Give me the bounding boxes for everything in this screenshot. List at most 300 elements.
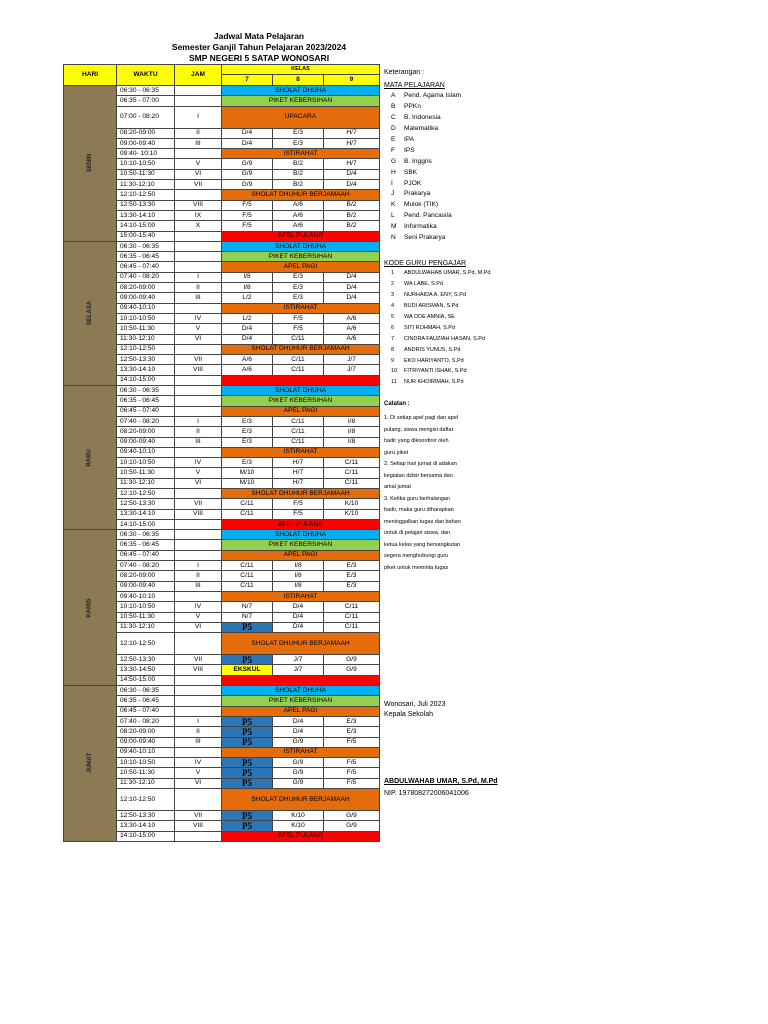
list-item-label: NURHAIDA A. ENY, S.Pd bbox=[404, 291, 466, 298]
jam-cell bbox=[175, 675, 222, 685]
subject-cell: D/4 bbox=[222, 138, 273, 148]
note-line: ketua kelas yang bersangkutan bbox=[384, 541, 461, 548]
time-cell: 11:30-12:10 bbox=[117, 478, 175, 488]
subject-cell: C/11 bbox=[222, 581, 273, 591]
subject-cell: E/3 bbox=[222, 427, 273, 437]
jam-cell: VI bbox=[175, 622, 222, 632]
time-cell: 06:35 - 06:45 bbox=[117, 696, 175, 706]
day-name: KAMIS bbox=[87, 597, 93, 618]
note-line: 1. Di setiap apel pagi dan apel bbox=[384, 415, 458, 421]
subject-cell: A/6 bbox=[222, 365, 273, 375]
list-item bbox=[384, 179, 461, 190]
list-item-label: SBK bbox=[404, 168, 418, 176]
subject-cell: H/7 bbox=[324, 159, 380, 169]
subject-cell: H/7 bbox=[273, 468, 324, 478]
list-item-label: NUR KHOIRIMAH, S.Pd bbox=[404, 379, 464, 386]
jam-cell: VII bbox=[175, 499, 222, 509]
jam-cell bbox=[175, 747, 222, 757]
subject-cell: A/6 bbox=[222, 355, 273, 365]
subject-cell: B/2 bbox=[324, 200, 380, 210]
subject-cell: E/3 bbox=[273, 128, 324, 138]
time-cell: 13:30-14:10 bbox=[117, 365, 175, 375]
signature-nip: NIP. 197808272006041006 bbox=[384, 790, 469, 797]
list-item bbox=[384, 356, 491, 367]
header-kelas: KELAS bbox=[222, 65, 380, 75]
activity-cell: SHOLAT DHUHA bbox=[222, 686, 380, 696]
jam-cell: III bbox=[175, 737, 222, 747]
time-cell: 10:50-11:30 bbox=[117, 612, 175, 622]
time-cell: 06:30 - 06:35 bbox=[117, 530, 175, 540]
jam-cell bbox=[175, 488, 222, 498]
list-item bbox=[384, 200, 461, 211]
subject-cell: E/3 bbox=[324, 561, 380, 571]
jam-cell: VIII bbox=[175, 200, 222, 210]
jam-cell: VIII bbox=[175, 509, 222, 519]
jam-cell: VII bbox=[175, 180, 222, 190]
jam-cell: III bbox=[175, 138, 222, 148]
jam-cell bbox=[175, 241, 222, 251]
note-line: piket untuk meminta tugas bbox=[384, 564, 449, 571]
subject-cell: D/4 bbox=[324, 180, 380, 190]
time-cell: 11:30-12:10 bbox=[117, 778, 175, 788]
time-cell: 12:10-12:50 bbox=[117, 789, 175, 811]
activity-cell: ISTIRAHAT bbox=[222, 303, 380, 313]
subject-cell: F/5 bbox=[273, 509, 324, 519]
jam-cell: VIII bbox=[175, 665, 222, 675]
jam-cell: II bbox=[175, 727, 222, 737]
note-line: pulang, siswa mengisi daftar bbox=[384, 426, 454, 433]
subject-cell: G/9 bbox=[324, 811, 380, 821]
jam-cell: II bbox=[175, 427, 222, 437]
subject-cell: B/2 bbox=[324, 210, 380, 220]
time-cell: 08:20-09:00 bbox=[117, 283, 175, 293]
time-cell: 09:40-10:10 bbox=[117, 303, 175, 313]
subject-cell: F/5 bbox=[273, 324, 324, 334]
jam-cell: VI bbox=[175, 778, 222, 788]
subject-cell: C/11 bbox=[324, 622, 380, 632]
subject-cell: F/5 bbox=[222, 210, 273, 220]
time-cell: 13:30-14:10 bbox=[117, 509, 175, 519]
subject-cell: P5 bbox=[222, 737, 273, 747]
subject-cell: P5 bbox=[222, 778, 273, 788]
schedule-table bbox=[63, 64, 380, 842]
subject-cell: A/6 bbox=[273, 200, 324, 210]
list-item bbox=[384, 323, 491, 334]
time-cell: 06:35 - 06:45 bbox=[117, 540, 175, 550]
list-item bbox=[384, 157, 461, 168]
list-item-label: Pend. Agama Islam bbox=[404, 92, 462, 99]
list-item bbox=[384, 102, 461, 113]
list-item-label: B. Indonesia bbox=[404, 113, 441, 121]
subject-cell: I/8 bbox=[273, 571, 324, 581]
list-item bbox=[384, 222, 461, 233]
list-item-code: 6 bbox=[391, 324, 395, 331]
jam-cell bbox=[175, 519, 222, 529]
subject-cell: D/4 bbox=[324, 283, 380, 293]
subject-cell: F/5 bbox=[222, 221, 273, 231]
time-cell: 13:30-14:10 bbox=[117, 821, 175, 831]
jam-cell: X bbox=[175, 221, 222, 231]
jam-cell bbox=[175, 149, 222, 159]
mapel-list bbox=[384, 91, 461, 244]
table-row bbox=[64, 530, 380, 540]
jam-cell bbox=[175, 831, 222, 841]
day-cell bbox=[64, 386, 117, 530]
jam-cell: IV bbox=[175, 602, 222, 612]
subject-cell: A/6 bbox=[324, 324, 380, 334]
list-item-code: E bbox=[391, 135, 396, 143]
list-item-label: ANDRIS YUNUS, S.Pd bbox=[404, 346, 461, 353]
time-cell: 06:45 - 07:40 bbox=[117, 706, 175, 716]
activity-cell: SHOLAT DHUHUR BERJAMAAH bbox=[222, 344, 380, 354]
jam-cell: VIII bbox=[175, 365, 222, 375]
jam-cell: I bbox=[175, 561, 222, 571]
subject-cell: N/7 bbox=[222, 612, 273, 622]
list-item-label: WA ODE AMNIA, SE bbox=[404, 313, 455, 320]
subject-cell: K/10 bbox=[324, 499, 380, 509]
time-cell: 06:45 - 07:40 bbox=[117, 262, 175, 272]
time-cell: 12:10-12:50 bbox=[117, 488, 175, 498]
time-cell: 07:00 - 08:20 bbox=[117, 106, 175, 128]
subject-cell: C/11 bbox=[222, 561, 273, 571]
time-cell: 09:40-10:10 bbox=[117, 747, 175, 757]
jam-cell bbox=[175, 686, 222, 696]
jam-cell bbox=[175, 86, 222, 96]
jam-cell bbox=[175, 375, 222, 385]
jam-cell bbox=[175, 96, 222, 106]
jam-cell bbox=[175, 386, 222, 396]
time-cell: 06:45 - 07:40 bbox=[117, 550, 175, 560]
list-item-code: 1 bbox=[391, 270, 395, 276]
time-cell: 15:00-15:40 bbox=[117, 231, 175, 241]
list-item-code: J bbox=[391, 190, 395, 198]
jam-cell: V bbox=[175, 324, 222, 334]
subject-cell: B/2 bbox=[273, 180, 324, 190]
jam-cell: IV bbox=[175, 758, 222, 768]
list-item-label: IPA bbox=[404, 135, 415, 143]
subject-cell: C/11 bbox=[324, 478, 380, 488]
subject-cell: P5 bbox=[222, 758, 273, 768]
time-cell: 14:10-15:00 bbox=[117, 831, 175, 841]
note-line: kegiatan dzikir bersama dan bbox=[384, 472, 453, 479]
note-line: 2. Setiap hari jumat di adakan bbox=[384, 461, 457, 467]
jam-cell: VI bbox=[175, 334, 222, 344]
header-hari: HARI bbox=[64, 65, 117, 86]
subject-cell: I/8 bbox=[324, 427, 380, 437]
header-row bbox=[64, 65, 380, 75]
list-item-code: C bbox=[391, 113, 396, 121]
time-cell: 06:35 - 07:00 bbox=[117, 96, 175, 106]
keterangan-label: Keterangan : bbox=[384, 69, 425, 76]
list-item-label: WA LABE, S.Pd bbox=[404, 280, 443, 287]
subject-cell: P5 bbox=[222, 622, 273, 632]
subject-cell: E/3 bbox=[222, 458, 273, 468]
list-item bbox=[384, 233, 461, 244]
header-class-8: 8 bbox=[273, 74, 324, 85]
list-item bbox=[384, 113, 461, 124]
subject-cell: E/3 bbox=[324, 581, 380, 591]
subject-cell: G/9 bbox=[222, 169, 273, 179]
activity-cell: SHOLAT DHUHA bbox=[222, 530, 380, 540]
activity-cell: APEL PULANG bbox=[222, 831, 380, 841]
list-item-code: B bbox=[391, 102, 396, 110]
subject-cell: L/2 bbox=[222, 313, 273, 323]
subject-cell: I/8 bbox=[273, 581, 324, 591]
activity-cell: APEL PAGI bbox=[222, 550, 380, 560]
list-item bbox=[384, 211, 461, 222]
list-item bbox=[384, 377, 491, 388]
note-line: meninggalkan tugas dan bahan bbox=[384, 518, 461, 525]
list-item-code: A bbox=[391, 92, 396, 99]
list-item bbox=[384, 301, 491, 312]
activity-cell: APEL PAGI bbox=[222, 406, 380, 416]
list-item-label: BUDI ARISMAN, S.Pd bbox=[404, 302, 459, 309]
subject-cell: G/9 bbox=[273, 778, 324, 788]
list-item-label: PJOK bbox=[404, 179, 422, 187]
jam-cell: IV bbox=[175, 458, 222, 468]
jam-cell: I bbox=[175, 106, 222, 128]
jam-cell: III bbox=[175, 437, 222, 447]
jam-cell bbox=[175, 696, 222, 706]
time-cell: 07:40 - 08:20 bbox=[117, 416, 175, 426]
subject-cell: D/4 bbox=[273, 602, 324, 612]
list-item bbox=[384, 366, 491, 377]
header-waktu: WAKTU bbox=[117, 65, 175, 86]
time-cell: 09:40- 10:10 bbox=[117, 149, 175, 159]
list-item-code: 4 bbox=[391, 302, 395, 309]
time-cell: 06:30 - 06:35 bbox=[117, 241, 175, 251]
subject-cell: A/6 bbox=[273, 221, 324, 231]
subject-cell: F/5 bbox=[222, 200, 273, 210]
day-name: SELASA bbox=[87, 301, 93, 326]
subject-cell: K/10 bbox=[273, 821, 324, 831]
signature-role: Kepala Sekolah bbox=[384, 711, 434, 718]
time-cell: 10:10-10:50 bbox=[117, 313, 175, 323]
list-item-code: D bbox=[391, 124, 396, 132]
subject-cell: P5 bbox=[222, 811, 273, 821]
signature-name: ABDULWAHAB UMAR, S.Pd, M.Pd bbox=[384, 778, 498, 785]
jam-cell: I bbox=[175, 716, 222, 726]
jam-cell: II bbox=[175, 128, 222, 138]
subject-cell: I/8 bbox=[324, 437, 380, 447]
subject-cell: C/11 bbox=[273, 437, 324, 447]
subject-cell: C/11 bbox=[273, 365, 324, 375]
jam-cell: II bbox=[175, 283, 222, 293]
list-item-code: F bbox=[391, 146, 396, 154]
activity-cell bbox=[222, 675, 380, 685]
note-line: untuk di pelajari siswa, dan bbox=[384, 530, 451, 536]
activity-cell: PIKET KEBERSIHAN bbox=[222, 396, 380, 406]
jam-cell: VI bbox=[175, 169, 222, 179]
list-item bbox=[384, 91, 461, 102]
subject-cell: B/2 bbox=[324, 221, 380, 231]
activity-cell: PIKET KEBERSIHAN bbox=[222, 96, 380, 106]
time-cell: 09:00-09:40 bbox=[117, 293, 175, 303]
time-cell: 12:50-13:30 bbox=[117, 355, 175, 365]
subject-cell: K/10 bbox=[324, 509, 380, 519]
jam-cell bbox=[175, 591, 222, 601]
time-cell: 06:35 - 06:45 bbox=[117, 252, 175, 262]
day-name: RABU bbox=[87, 448, 93, 467]
subject-cell: D/4 bbox=[273, 716, 324, 726]
list-item-label: CINDRA FAUZIAH HASAN, S.Pd bbox=[404, 335, 485, 342]
subject-cell: F/5 bbox=[324, 768, 380, 778]
list-item-code: 2 bbox=[391, 280, 395, 287]
subject-cell: D/4 bbox=[273, 622, 324, 632]
subject-cell: C/11 bbox=[222, 571, 273, 581]
activity-cell: PIKET KEBERSIHAN bbox=[222, 540, 380, 550]
time-cell: 06:35 - 06:45 bbox=[117, 396, 175, 406]
time-cell: 06:30 - 06:35 bbox=[117, 86, 175, 96]
jam-cell bbox=[175, 262, 222, 272]
subject-cell: H/7 bbox=[273, 458, 324, 468]
activity-cell: ISTIRAHAT bbox=[222, 149, 380, 159]
list-item-code: H bbox=[391, 168, 396, 176]
time-cell: 07:40 - 08:20 bbox=[117, 561, 175, 571]
time-cell: 12:50-13:30 bbox=[117, 655, 175, 665]
signature-place-date: Wonosari, Juli 2023 bbox=[384, 701, 446, 708]
jam-cell bbox=[175, 303, 222, 313]
title-line-3: SMP NEGERI 5 SATAP WONOSARI bbox=[188, 53, 330, 63]
header-class-7: 7 bbox=[222, 74, 273, 85]
time-cell: 13:30-14:10 bbox=[117, 210, 175, 220]
guru-title: KODE GURU PENGAJAR bbox=[384, 260, 467, 267]
header-class-9: 9 bbox=[324, 74, 380, 85]
jam-cell bbox=[175, 252, 222, 262]
jam-cell: VI bbox=[175, 478, 222, 488]
time-cell: 13:30-14:50 bbox=[117, 665, 175, 675]
header-jam: JAM bbox=[175, 65, 222, 86]
subject-cell: L/2 bbox=[222, 293, 273, 303]
subject-cell: G/9 bbox=[273, 758, 324, 768]
time-cell: 06:30 - 06:35 bbox=[117, 386, 175, 396]
jam-cell: III bbox=[175, 581, 222, 591]
time-cell: 14:10-15:00 bbox=[117, 375, 175, 385]
jam-cell: VII bbox=[175, 811, 222, 821]
day-cell bbox=[64, 86, 117, 242]
time-cell: 11:30-12:10 bbox=[117, 622, 175, 632]
activity-cell: SHOLAT DHUHUR BERJAMAAH bbox=[222, 633, 380, 655]
note-line: segera menghubungi guru bbox=[384, 553, 449, 559]
subject-cell: C/11 bbox=[324, 468, 380, 478]
activity-cell bbox=[222, 375, 380, 385]
subject-cell: I/8 bbox=[324, 416, 380, 426]
activity-cell: APEL PULANG bbox=[222, 519, 380, 529]
time-cell: 12:50-13:30 bbox=[117, 811, 175, 821]
activity-cell: SHOLAT DHUHA bbox=[222, 386, 380, 396]
time-cell: 11:30-12:10 bbox=[117, 180, 175, 190]
list-item-label: IPS bbox=[404, 146, 415, 154]
list-item-code: 8 bbox=[391, 346, 395, 353]
day-name: JUMAT bbox=[86, 753, 93, 774]
list-item-label: FITRIYANTI ISHAK, S.Pd bbox=[404, 368, 467, 375]
subject-cell: E/3 bbox=[324, 716, 380, 726]
activity-cell: UPACARA bbox=[222, 106, 380, 128]
guru-list bbox=[384, 268, 491, 388]
subject-cell: G/9 bbox=[324, 821, 380, 831]
time-cell: 14:10-15:00 bbox=[117, 221, 175, 231]
catatan-notes bbox=[384, 413, 461, 574]
subject-cell: J/7 bbox=[273, 655, 324, 665]
subject-cell: C/11 bbox=[273, 334, 324, 344]
activity-cell: SHOLAT DHUHUR BERJAMAAH bbox=[222, 190, 380, 200]
time-cell: 14:50-15:00 bbox=[117, 675, 175, 685]
list-item-label: Matematika bbox=[404, 124, 439, 132]
jam-cell bbox=[175, 706, 222, 716]
table-row bbox=[64, 686, 380, 696]
activity-cell: ISTIRAHAT bbox=[222, 747, 380, 757]
time-cell: 12:10-12:50 bbox=[117, 633, 175, 655]
time-cell: 10:10-10:50 bbox=[117, 458, 175, 468]
time-cell: 09:00-09:40 bbox=[117, 437, 175, 447]
day-name: SENIN bbox=[87, 154, 93, 173]
day-cell bbox=[64, 686, 117, 842]
subject-cell: J/7 bbox=[324, 355, 380, 365]
time-cell: 11:30-12:10 bbox=[117, 334, 175, 344]
time-cell: 09:00-09:40 bbox=[117, 138, 175, 148]
list-item bbox=[384, 168, 461, 179]
subject-cell: B/2 bbox=[273, 159, 324, 169]
list-item-label: Prakarya bbox=[404, 190, 431, 198]
time-cell: 14:10-15:00 bbox=[117, 519, 175, 529]
list-item bbox=[384, 146, 461, 157]
jam-cell: III bbox=[175, 293, 222, 303]
list-item bbox=[384, 345, 491, 356]
subject-cell: E/3 bbox=[324, 571, 380, 581]
list-item-code: N bbox=[391, 234, 396, 242]
jam-cell: IX bbox=[175, 210, 222, 220]
list-item-label: Seni Prakarya bbox=[404, 234, 446, 242]
subject-cell: P5 bbox=[222, 727, 273, 737]
list-item-label: Mulok (TIK) bbox=[404, 201, 439, 209]
list-item-code: 5 bbox=[391, 313, 395, 320]
time-cell: 12:50-13:30 bbox=[117, 200, 175, 210]
mapel-title: MATA PELAJARAN bbox=[384, 82, 445, 89]
list-item bbox=[384, 135, 461, 146]
subject-cell: C/11 bbox=[324, 612, 380, 622]
subject-cell: P5 bbox=[222, 768, 273, 778]
time-cell: 06:45 - 07:40 bbox=[117, 406, 175, 416]
subject-cell: C/11 bbox=[273, 355, 324, 365]
list-item-label: EKO HARIYANTO, S.Pd bbox=[404, 357, 464, 364]
subject-cell: C/11 bbox=[222, 509, 273, 519]
activity-cell: ISTIRAHAT bbox=[222, 447, 380, 457]
jam-cell bbox=[175, 447, 222, 457]
table-row bbox=[64, 241, 380, 251]
subject-cell: I/8 bbox=[222, 272, 273, 282]
time-cell: 10:10-10:50 bbox=[117, 602, 175, 612]
list-item-label: SITI ROHMAH, S.Pd bbox=[404, 324, 456, 331]
activity-cell: PIKET KEBERSIHAN bbox=[222, 252, 380, 262]
jam-cell: II bbox=[175, 571, 222, 581]
subject-cell: D/4 bbox=[273, 727, 324, 737]
time-cell: 09:00-09:40 bbox=[117, 737, 175, 747]
list-item-code: G bbox=[391, 157, 397, 165]
time-cell: 12:10-12:50 bbox=[117, 344, 175, 354]
activity-cell: SHOLAT DHUHA bbox=[222, 241, 380, 251]
title-line-1: Jadwal Mata Pelajaran bbox=[213, 31, 305, 41]
list-item-code: K bbox=[391, 201, 396, 209]
subject-cell: D/4 bbox=[222, 334, 273, 344]
subject-cell: I/8 bbox=[273, 561, 324, 571]
activity-cell: SHOLAT DHUHUR BERJAMAAH bbox=[222, 789, 380, 811]
jam-cell bbox=[175, 231, 222, 241]
note-line: amal jumat bbox=[384, 484, 411, 490]
list-item-code: 7 bbox=[391, 335, 395, 342]
jam-cell bbox=[175, 540, 222, 550]
subject-cell: D/4 bbox=[222, 324, 273, 334]
list-item-code: 3 bbox=[391, 291, 395, 298]
